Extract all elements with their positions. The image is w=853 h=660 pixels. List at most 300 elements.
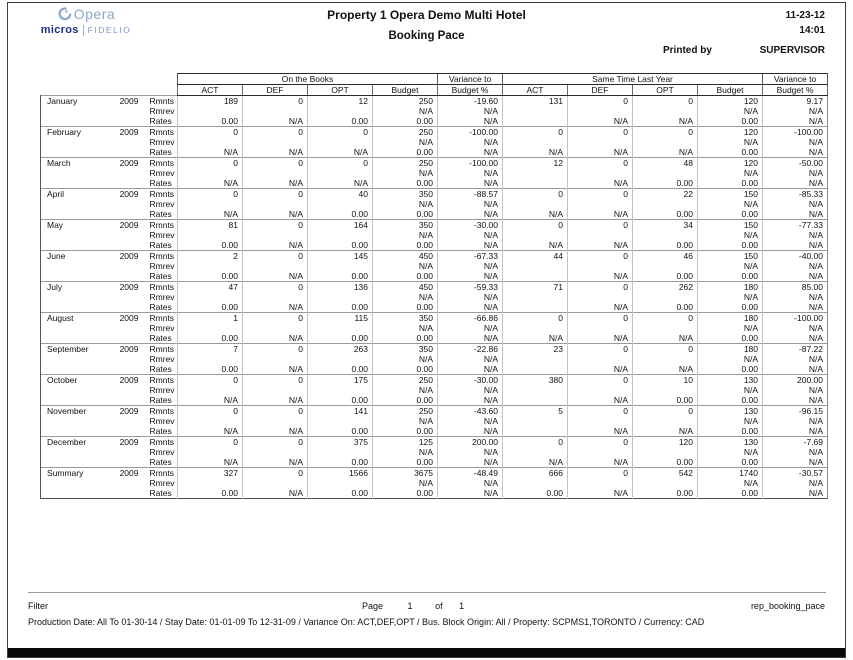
data-cell: -7.69 xyxy=(763,437,828,448)
data-cell: 0.00 xyxy=(698,116,763,127)
data-cell xyxy=(503,385,568,395)
filter-label: Filter xyxy=(28,601,48,611)
data-cell: 5 xyxy=(503,406,568,417)
table-row xyxy=(41,189,828,200)
table-row xyxy=(41,209,828,220)
data-cell: 34 xyxy=(633,220,698,231)
data-cell: N/A xyxy=(763,199,828,209)
data-cell xyxy=(503,416,568,426)
month-label xyxy=(41,189,149,220)
table-row xyxy=(41,292,828,302)
data-cell xyxy=(633,354,698,364)
data-cell: 180 xyxy=(698,313,763,324)
printed-by-label: Printed by xyxy=(663,45,712,56)
data-cell: N/A xyxy=(698,168,763,178)
data-cell: 0 xyxy=(568,437,633,448)
month-year: 2009 xyxy=(119,375,139,385)
data-cell: 1566 xyxy=(308,468,373,479)
data-cell xyxy=(568,416,633,426)
data-cell xyxy=(633,168,698,178)
data-cell: N/A xyxy=(568,271,633,282)
data-cell xyxy=(243,385,308,395)
table-row xyxy=(41,96,828,107)
data-cell: 71 xyxy=(503,282,568,293)
data-cell: 0.00 xyxy=(308,240,373,251)
group-header-row xyxy=(41,74,828,85)
page-total: 1 xyxy=(459,601,465,611)
data-cell: -30.57 xyxy=(763,468,828,479)
data-cell xyxy=(503,137,568,147)
data-cell: 10 xyxy=(633,375,698,386)
data-cell xyxy=(503,323,568,333)
data-cell: -67.33 xyxy=(438,251,503,262)
month-label xyxy=(41,406,149,437)
row-type-label: Rates xyxy=(149,457,172,467)
data-cell xyxy=(243,478,308,488)
data-cell: 250 xyxy=(373,406,438,417)
data-cell: 375 xyxy=(308,437,373,448)
data-cell: -85.33 xyxy=(763,189,828,200)
data-cell: N/A xyxy=(438,416,503,426)
data-cell xyxy=(308,323,373,333)
month-year: 2009 xyxy=(119,437,139,447)
data-cell: 0.00 xyxy=(373,457,438,468)
data-cell: N/A xyxy=(438,209,503,220)
data-cell: N/A xyxy=(763,488,828,499)
data-cell: 0 xyxy=(243,251,308,262)
data-cell xyxy=(243,168,308,178)
data-cell: N/A xyxy=(438,292,503,302)
row-type-label: Rates xyxy=(149,178,172,188)
data-cell: N/A xyxy=(698,385,763,395)
data-cell: 22 xyxy=(633,189,698,200)
data-cell: 0.00 xyxy=(373,116,438,127)
data-cell xyxy=(178,106,243,116)
data-cell xyxy=(178,230,243,240)
data-cell xyxy=(633,447,698,457)
data-cell: -100.00 xyxy=(438,158,503,169)
row-type-label: Rmnts xyxy=(149,406,178,417)
month-year: 2009 xyxy=(119,344,139,354)
data-cell: 0.00 xyxy=(308,302,373,313)
data-cell: 0.00 xyxy=(373,271,438,282)
month-label xyxy=(41,96,149,127)
data-cell: N/A xyxy=(763,478,828,488)
data-cell: 250 xyxy=(373,96,438,107)
row-type-label: Rmrev xyxy=(149,478,175,488)
row-type-label: Rates xyxy=(149,426,172,436)
data-cell: N/A xyxy=(178,457,243,468)
data-cell: 0.00 xyxy=(308,364,373,375)
data-cell: 350 xyxy=(373,189,438,200)
data-cell: N/A xyxy=(503,147,568,158)
data-cell xyxy=(178,199,243,209)
month-label xyxy=(41,251,149,282)
data-cell: 0.00 xyxy=(308,488,373,499)
data-cell: 0.00 xyxy=(373,178,438,189)
data-cell: 180 xyxy=(698,282,763,293)
data-cell: 0 xyxy=(243,406,308,417)
data-cell: 0.00 xyxy=(308,457,373,468)
data-cell: N/A xyxy=(438,271,503,282)
row-type-label: Rmnts xyxy=(149,251,178,262)
data-cell xyxy=(503,178,568,189)
data-cell: 0.00 xyxy=(633,395,698,406)
row-type-label: Rates xyxy=(149,488,172,498)
data-cell: N/A xyxy=(763,416,828,426)
data-cell: 0.00 xyxy=(698,333,763,344)
month-label xyxy=(41,127,149,158)
data-cell: 0 xyxy=(568,158,633,169)
data-cell: N/A xyxy=(763,457,828,468)
data-cell xyxy=(178,168,243,178)
data-cell xyxy=(243,447,308,457)
col-header-act-sly: ACT xyxy=(503,85,568,96)
data-cell: 0.00 xyxy=(308,395,373,406)
data-cell xyxy=(308,292,373,302)
data-cell: N/A xyxy=(178,426,243,437)
data-cell: N/A xyxy=(763,261,828,271)
data-cell xyxy=(308,168,373,178)
month-year: 2009 xyxy=(119,282,139,292)
data-cell xyxy=(633,478,698,488)
page-label: Page xyxy=(362,601,384,611)
data-cell: N/A xyxy=(763,395,828,406)
data-cell: 0 xyxy=(568,282,633,293)
table-body xyxy=(41,96,828,499)
data-cell: 120 xyxy=(698,127,763,138)
data-cell: 175 xyxy=(308,375,373,386)
data-cell: 0.00 xyxy=(308,116,373,127)
table-row xyxy=(41,147,828,158)
data-cell xyxy=(308,385,373,395)
data-cell: N/A xyxy=(763,116,828,127)
data-cell: 1740 xyxy=(698,468,763,479)
data-cell: N/A xyxy=(438,137,503,147)
data-cell xyxy=(568,261,633,271)
data-cell xyxy=(178,292,243,302)
month-label xyxy=(41,375,149,406)
data-cell: 120 xyxy=(698,158,763,169)
data-cell xyxy=(568,137,633,147)
table-row xyxy=(41,302,828,313)
col-header-act-otb: ACT xyxy=(178,85,243,96)
data-cell: 0.00 xyxy=(698,240,763,251)
data-cell: 46 xyxy=(633,251,698,262)
data-cell: 0 xyxy=(633,96,698,107)
table-row xyxy=(41,375,828,386)
data-cell: 350 xyxy=(373,313,438,324)
data-cell: N/A xyxy=(698,447,763,457)
data-cell xyxy=(308,106,373,116)
data-cell: 350 xyxy=(373,344,438,355)
data-cell: N/A xyxy=(698,106,763,116)
data-cell: -30.00 xyxy=(438,220,503,231)
data-cell: 0.00 xyxy=(308,271,373,282)
row-type-label: Rmnts xyxy=(149,189,178,200)
data-cell: -100.00 xyxy=(438,127,503,138)
data-cell: N/A xyxy=(243,178,308,189)
data-cell: 0 xyxy=(503,127,568,138)
data-cell: N/A xyxy=(243,116,308,127)
data-cell xyxy=(308,199,373,209)
table-row xyxy=(41,240,828,251)
data-cell: 120 xyxy=(698,96,763,107)
month-name: May xyxy=(47,220,64,230)
row-type-label: Rmrev xyxy=(149,292,175,302)
data-cell: 145 xyxy=(308,251,373,262)
data-cell xyxy=(568,168,633,178)
month-label xyxy=(41,158,149,189)
data-cell: 0 xyxy=(178,437,243,448)
data-cell xyxy=(243,416,308,426)
col-header-def-sly: DEF xyxy=(568,85,633,96)
table-row xyxy=(41,426,828,437)
data-cell: 180 xyxy=(698,344,763,355)
data-cell xyxy=(503,116,568,127)
data-cell: N/A xyxy=(568,209,633,220)
data-cell: 0 xyxy=(308,127,373,138)
data-cell: 0 xyxy=(503,189,568,200)
data-cell: N/A xyxy=(633,426,698,437)
printed-by-value: SUPERVISOR xyxy=(759,45,825,56)
data-cell: N/A xyxy=(438,395,503,406)
data-cell: N/A xyxy=(763,447,828,457)
row-type-label: Rmnts xyxy=(149,375,178,386)
row-type-label: Rmrev xyxy=(149,385,175,395)
data-cell xyxy=(243,230,308,240)
month-name: Summary xyxy=(47,468,84,478)
data-cell xyxy=(568,323,633,333)
data-cell: N/A xyxy=(308,147,373,158)
data-cell xyxy=(178,323,243,333)
data-cell: 0.00 xyxy=(698,271,763,282)
data-cell: N/A xyxy=(568,364,633,375)
data-cell: 0 xyxy=(568,406,633,417)
data-cell: 0.00 xyxy=(178,116,243,127)
table-header xyxy=(41,74,828,96)
data-cell: N/A xyxy=(568,116,633,127)
data-cell xyxy=(503,199,568,209)
data-cell: 0.00 xyxy=(633,209,698,220)
month-label xyxy=(41,344,149,375)
data-cell: N/A xyxy=(373,261,438,271)
data-cell: N/A xyxy=(503,240,568,251)
data-cell: N/A xyxy=(373,323,438,333)
data-cell: N/A xyxy=(243,209,308,220)
data-cell xyxy=(633,385,698,395)
month-label xyxy=(41,313,149,344)
table-row xyxy=(41,220,828,231)
booking-pace-table xyxy=(40,73,828,499)
table-row xyxy=(41,488,828,499)
data-cell xyxy=(503,302,568,313)
data-cell xyxy=(503,354,568,364)
data-cell: 0 xyxy=(243,96,308,107)
data-cell: N/A xyxy=(763,230,828,240)
data-cell: 0 xyxy=(243,189,308,200)
data-cell: 131 xyxy=(503,96,568,107)
data-cell: 542 xyxy=(633,468,698,479)
data-cell: N/A xyxy=(763,271,828,282)
data-cell: 0.00 xyxy=(373,240,438,251)
data-cell: 0 xyxy=(243,468,308,479)
month-label xyxy=(41,468,149,499)
table-row xyxy=(41,457,828,468)
data-cell: N/A xyxy=(178,178,243,189)
row-type-label: Rmrev xyxy=(149,106,175,116)
data-cell: 141 xyxy=(308,406,373,417)
data-cell xyxy=(308,416,373,426)
table-row xyxy=(41,447,828,457)
table-row xyxy=(41,116,828,127)
col-header-opt-otb: OPT xyxy=(308,85,373,96)
data-cell: -30.00 xyxy=(438,375,503,386)
month-label xyxy=(41,220,149,251)
data-cell: 0.00 xyxy=(698,457,763,468)
data-cell: 327 xyxy=(178,468,243,479)
data-cell xyxy=(568,354,633,364)
data-cell: N/A xyxy=(568,302,633,313)
table-row xyxy=(41,230,828,240)
data-cell: N/A xyxy=(373,199,438,209)
data-cell: 23 xyxy=(503,344,568,355)
data-cell: 0 xyxy=(568,127,633,138)
table-row xyxy=(41,406,828,417)
month-name: September xyxy=(47,344,89,354)
data-cell xyxy=(243,199,308,209)
data-cell: N/A xyxy=(373,168,438,178)
data-cell: 0 xyxy=(568,251,633,262)
data-cell: 0.00 xyxy=(373,147,438,158)
row-type-label: Rmnts xyxy=(149,158,178,169)
data-cell: 0 xyxy=(178,375,243,386)
data-cell: -100.00 xyxy=(763,127,828,138)
data-cell: 120 xyxy=(633,437,698,448)
production-line: Production Date: All To 01-30-14 / Stay Date: 01-01-09 To 12-31-09 / Variance On: ACT,DEF,OPT / Bus. Block Origin: All / Property: SCPMS1,TORONTO / Currency: CAD xyxy=(28,617,705,627)
data-cell: 0 xyxy=(633,344,698,355)
data-cell: N/A xyxy=(763,147,828,158)
data-cell: N/A xyxy=(763,292,828,302)
data-cell: 0.00 xyxy=(373,333,438,344)
month-year: 2009 xyxy=(119,158,139,168)
month-label xyxy=(41,282,149,313)
data-cell: N/A xyxy=(438,261,503,271)
data-cell: 0.00 xyxy=(178,271,243,282)
data-cell: 189 xyxy=(178,96,243,107)
table-row xyxy=(41,395,828,406)
month-name: November xyxy=(47,406,87,416)
data-cell xyxy=(633,416,698,426)
data-cell: 0.00 xyxy=(373,364,438,375)
data-cell: 0.00 xyxy=(633,240,698,251)
data-cell xyxy=(633,230,698,240)
data-cell: 1 xyxy=(178,313,243,324)
data-cell: 0 xyxy=(243,158,308,169)
data-cell xyxy=(633,199,698,209)
data-cell: N/A xyxy=(568,395,633,406)
col-header-opt-sly: OPT xyxy=(633,85,698,96)
data-cell: 0.00 xyxy=(698,426,763,437)
data-cell: 0.00 xyxy=(178,240,243,251)
table-row xyxy=(41,137,828,147)
data-cell: 81 xyxy=(178,220,243,231)
data-cell: N/A xyxy=(633,147,698,158)
month-name: July xyxy=(47,282,63,292)
month-year: 2009 xyxy=(119,468,139,478)
data-cell xyxy=(503,447,568,457)
data-cell: N/A xyxy=(763,106,828,116)
col-header-budget-sly: Budget xyxy=(698,85,763,96)
data-cell: 44 xyxy=(503,251,568,262)
table-row xyxy=(41,437,828,448)
month-year: 2009 xyxy=(119,127,139,137)
data-cell: 40 xyxy=(308,189,373,200)
data-cell xyxy=(308,261,373,271)
table-row xyxy=(41,178,828,189)
data-cell: 0.00 xyxy=(178,488,243,499)
data-cell: N/A xyxy=(243,488,308,499)
data-cell: N/A xyxy=(243,302,308,313)
row-type-label: Rmrev xyxy=(149,447,175,457)
report-id: rep_booking_pace xyxy=(750,601,825,611)
row-type-label: Rmrev xyxy=(149,168,175,178)
data-cell: 0 xyxy=(178,158,243,169)
month-name: June xyxy=(47,251,66,261)
data-cell xyxy=(568,478,633,488)
row-type-label: Rates xyxy=(149,116,172,126)
table-row xyxy=(41,251,828,262)
data-cell: N/A xyxy=(633,116,698,127)
data-cell: N/A xyxy=(373,447,438,457)
data-cell: 0 xyxy=(243,127,308,138)
month-year: 2009 xyxy=(119,251,139,261)
micros-wordmark: micros xyxy=(40,24,79,36)
data-cell: 150 xyxy=(698,189,763,200)
table-row xyxy=(41,313,828,324)
data-cell: 0.00 xyxy=(633,271,698,282)
group-variance-otb: Variance to xyxy=(438,74,503,85)
data-cell: 0 xyxy=(568,189,633,200)
data-cell: N/A xyxy=(438,168,503,178)
data-cell: 0 xyxy=(568,344,633,355)
data-cell xyxy=(308,137,373,147)
report-date: 11-23-12 xyxy=(785,10,825,21)
data-cell: 0.00 xyxy=(698,364,763,375)
row-type-label: Rates xyxy=(149,240,172,250)
month-year: 2009 xyxy=(119,220,139,230)
header-spacer xyxy=(41,85,178,96)
month-name: April xyxy=(47,189,65,199)
table-row xyxy=(41,199,828,209)
report-subtitle: Booking Pace xyxy=(388,30,465,42)
data-cell: 0.00 xyxy=(633,457,698,468)
data-cell: 200.00 xyxy=(438,437,503,448)
month-year: 2009 xyxy=(119,406,139,416)
row-type-label: Rmrev xyxy=(149,261,175,271)
data-cell: N/A xyxy=(568,333,633,344)
data-cell: 125 xyxy=(373,437,438,448)
table-row xyxy=(41,271,828,282)
month-name: February xyxy=(47,127,82,137)
data-cell: 0 xyxy=(243,375,308,386)
data-cell: N/A xyxy=(438,333,503,344)
month-name: December xyxy=(47,437,87,447)
month-label xyxy=(41,437,149,468)
data-cell: -22.86 xyxy=(438,344,503,355)
data-cell: N/A xyxy=(438,478,503,488)
data-cell: N/A xyxy=(698,478,763,488)
